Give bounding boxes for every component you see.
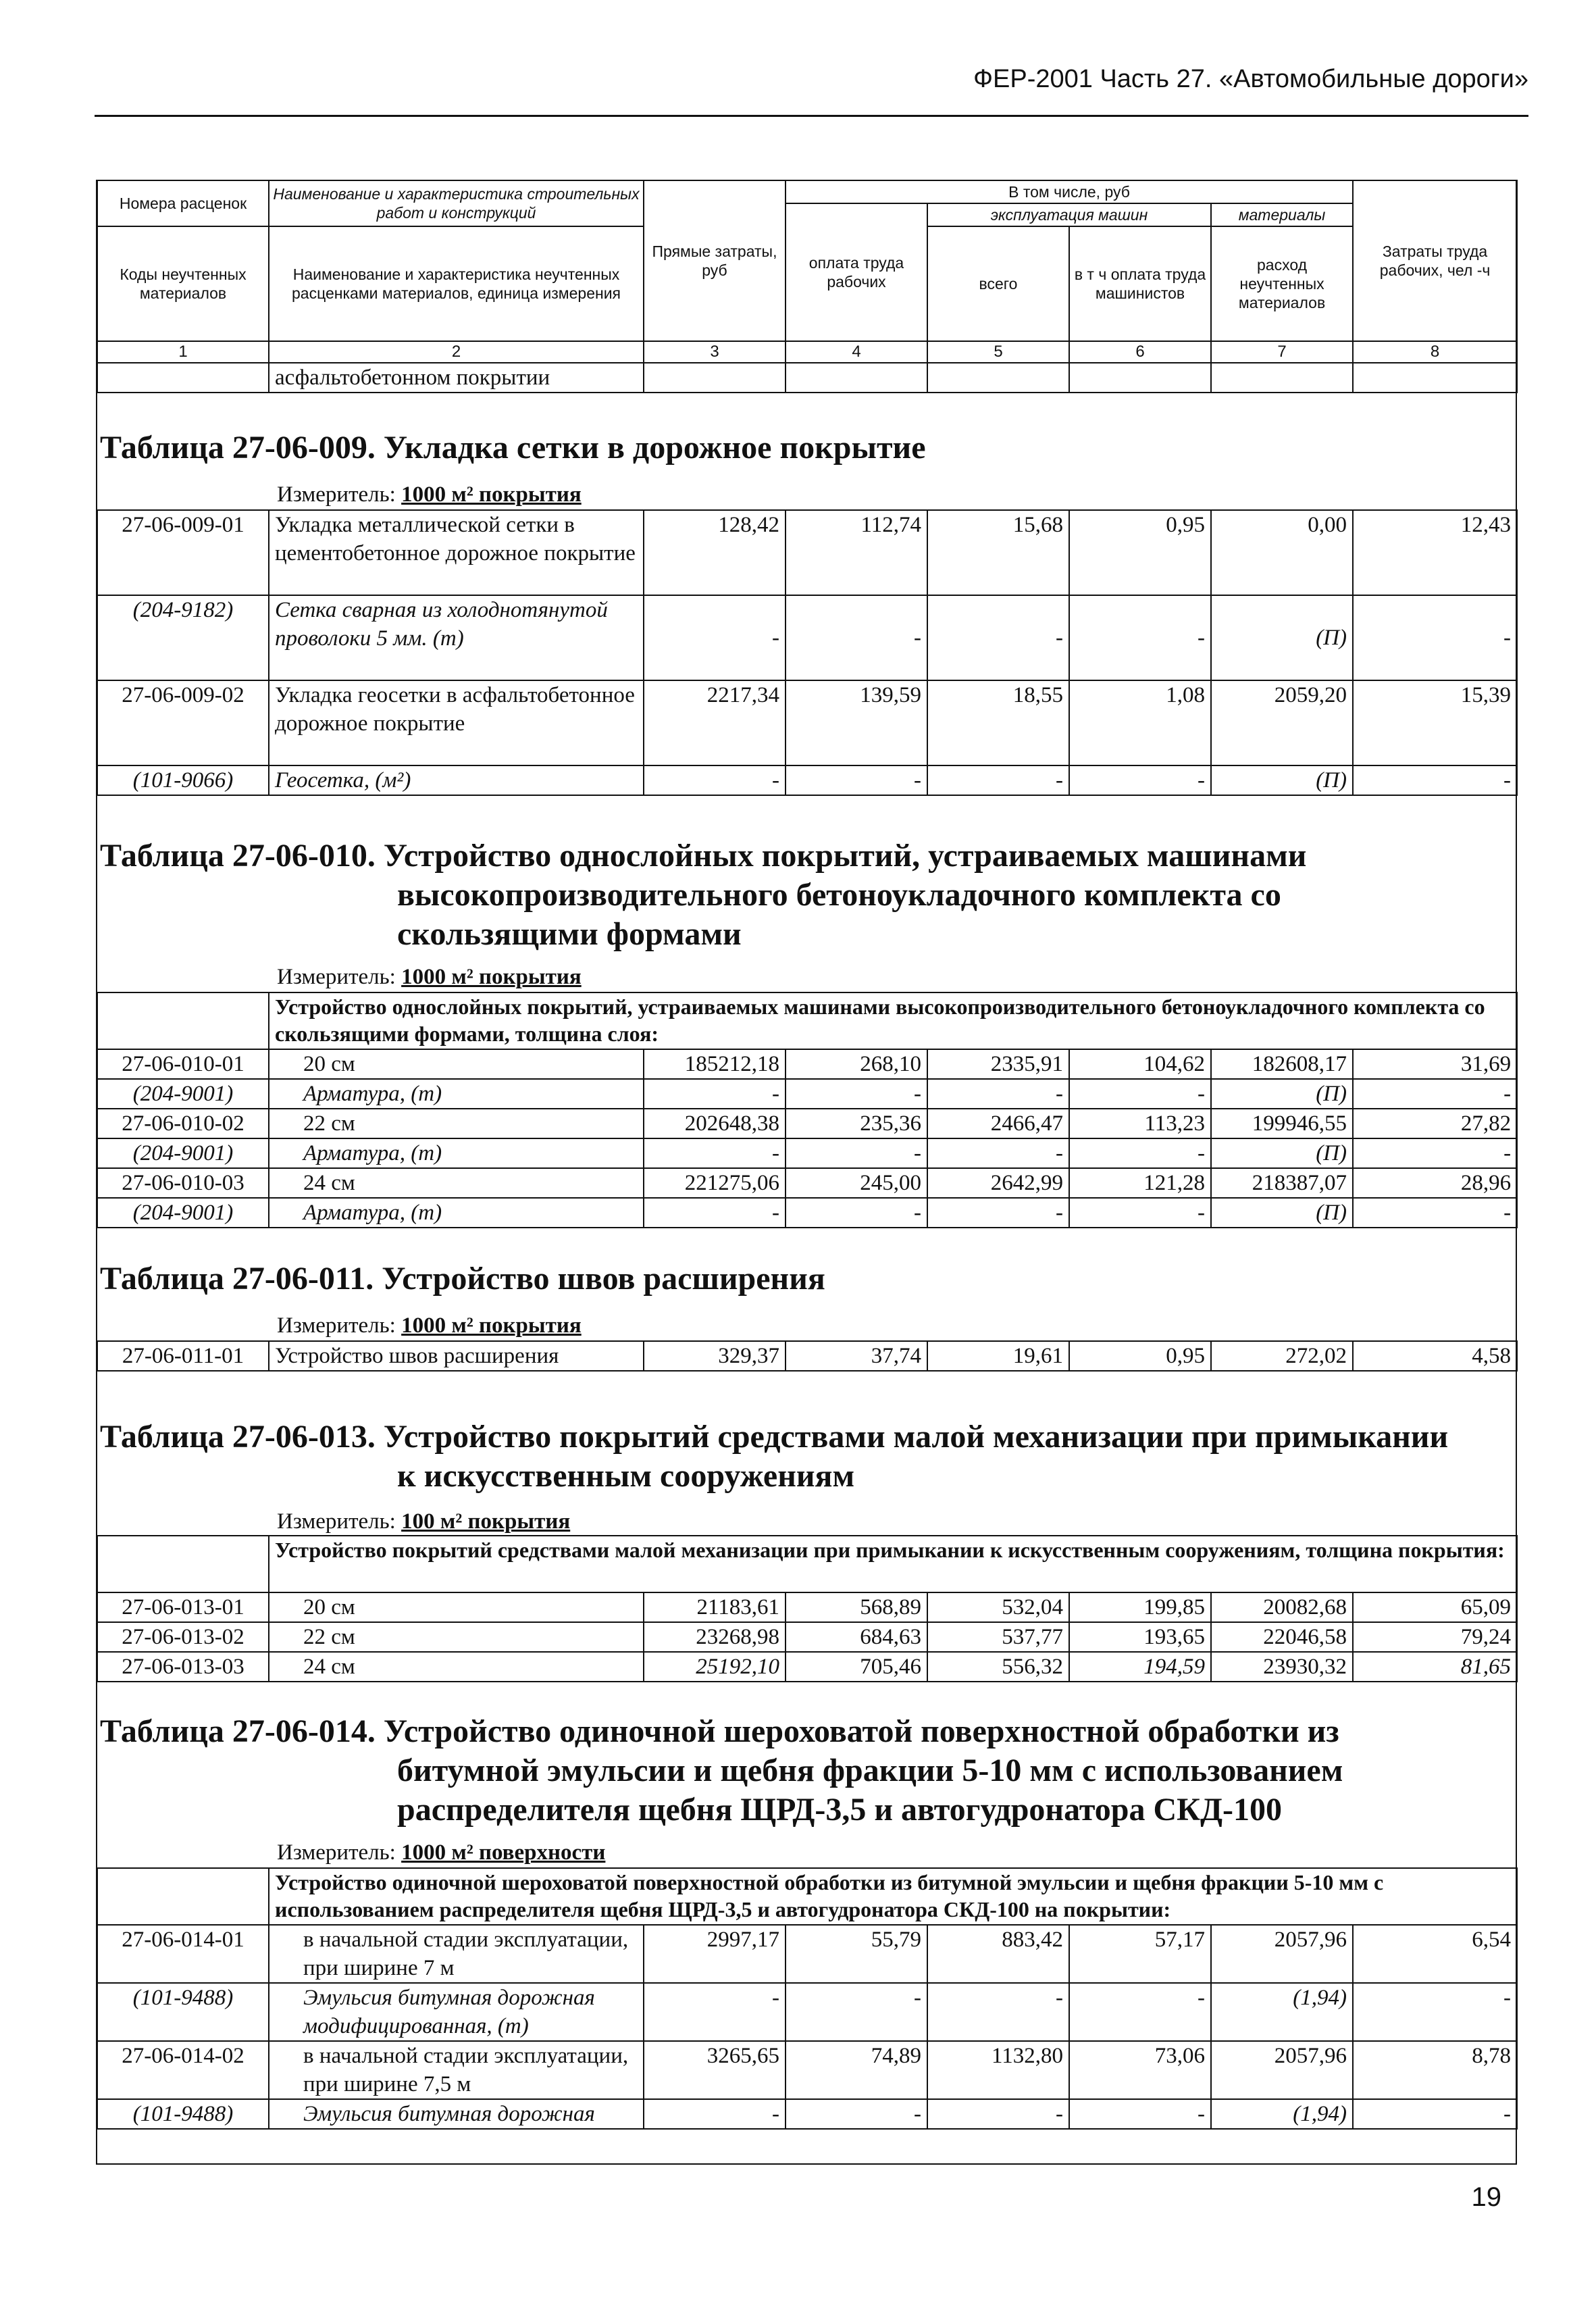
col-number: 6 xyxy=(1069,341,1211,363)
table-row: 27-06-013-03 24 см 25192,10 705,46 556,32 194,59 23930,32 81,65 xyxy=(97,1652,1517,1682)
group-row xyxy=(97,992,1517,1049)
hdr-labor-pay: оплата труда рабочих xyxy=(786,203,927,341)
hdr-machine-ops: эксплуатация машин xyxy=(927,203,1211,226)
hdr-labor-costs: Затраты труда рабочих, чел -ч xyxy=(1353,180,1517,341)
measure-line: Измеритель: 1000 м² поверхности xyxy=(277,1840,606,1865)
page-number: 19 xyxy=(1471,2182,1501,2212)
measure-line: Измеритель: 1000 м² покрытия xyxy=(277,965,582,989)
table-row: 27-06-011-01 Устройство швов расширения 329,37 37,74 19,61 0,95 272,02 4,58 xyxy=(97,1341,1517,1371)
table-row: (204-9001) Арматура, (т) - - - - (П) - xyxy=(97,1079,1517,1109)
col-number: 8 xyxy=(1353,341,1517,363)
table-row: (101-9066) Геосетка, (м²) - - - - (П) - xyxy=(97,765,1517,795)
section-title: Таблица 27-06-013. Устройство покрытий средствами малой механизации при примыкании к искусственным сооружениям xyxy=(100,1419,1449,1494)
section-title: Таблица 27-06-011. Устройство швов расширения xyxy=(100,1261,825,1297)
table-row: (101-9488) Эмульсия битумная дорожная модифицированная, (т) - - - - (1,94) - xyxy=(97,1983,1517,2041)
col-number: 4 xyxy=(786,341,927,363)
table-row: 27-06-013-02 22 см 23268,98 684,63 537,77 193,65 22046,58 79,24 xyxy=(97,1622,1517,1652)
section-title: Таблица 27-06-014. Устройство одиночной шероховатой поверхностной обработки из битумной эмульсии и щебня фракции 5-10 мм с использованием распределителя щебня ЩРД-3,5 и автогудронатора СКД-100 xyxy=(100,1713,1343,1828)
group-row xyxy=(97,1868,1517,1925)
rates-table xyxy=(97,1867,1518,2130)
col-number: 7 xyxy=(1211,341,1353,363)
rates-table xyxy=(97,509,1518,796)
column-header-table xyxy=(97,180,1518,393)
hdr-including: В том числе, руб xyxy=(786,180,1353,203)
measure-line: Измеритель: 1000 м² покрытия xyxy=(277,1313,582,1338)
group-description: Устройство однослойных покрытий, устраиваемых машинами высокопроизводительного бетоноукладочного комплекта со скользящими формами, толщина слоя: xyxy=(269,992,1517,1049)
rates-table xyxy=(97,992,1518,1228)
hdr-machine-labor: в т ч оплата труда машинистов xyxy=(1069,226,1211,341)
group-description: Устройство покрытий средствами малой механизации при примыкании к искусственным сооружениям, толщина покрытия: xyxy=(269,1536,1517,1592)
running-title: ФЕР-2001 Часть 27. «Автомобильные дороги» xyxy=(973,65,1528,93)
continuation-text: асфальтобетонном покрытии xyxy=(269,363,644,393)
header-rule xyxy=(95,115,1528,117)
table-row: (204-9182) Сетка сварная из холоднотянутой проволоки 5 мм. (т) - - - - (П) - xyxy=(97,595,1517,680)
table-row: 27-06-014-01 в начальной стадии эксплуатации, при ширине 7 м 2997,17 55,79 883,42 57,17 2057,96 6,54 xyxy=(97,1925,1517,1983)
table-row: 27-06-010-01 20 см 185212,18 268,10 2335,91 104,62 182608,17 31,69 xyxy=(97,1049,1517,1079)
table-row: 27-06-013-01 20 см 21183,61 568,89 532,04 199,85 20082,68 65,09 xyxy=(97,1592,1517,1622)
table-row: (204-9001) Арматура, (т) - - - - (П) - xyxy=(97,1198,1517,1228)
hdr-col1-top: Номера расценок xyxy=(97,180,269,226)
hdr-col2-top: Наименование и характеристика строительных работ и конструкций xyxy=(269,180,644,226)
table-row: 27-06-010-03 24 см 221275,06 245,00 2642,99 121,28 218387,07 28,96 xyxy=(97,1168,1517,1198)
table-row: 27-06-014-02 в начальной стадии эксплуатации, при ширине 7,5 м 3265,65 74,89 1132,80 73,06 2057,96 8,78 xyxy=(97,2041,1517,2099)
hdr-materials-sub: расход неучтенных материалов xyxy=(1211,226,1353,341)
table-row: (101-9488) Эмульсия битумная дорожная - - - - (1,94) - xyxy=(97,2099,1517,2129)
measure-line: Измеритель: 100 м² покрытия xyxy=(277,1509,571,1534)
table-row: (204-9001) Арматура, (т) - - - - (П) - xyxy=(97,1138,1517,1168)
table-row: 27-06-010-02 22 см 202648,38 235,36 2466,47 113,23 199946,55 27,82 xyxy=(97,1109,1517,1138)
hdr-direct-costs: Прямые затраты, руб xyxy=(644,180,786,341)
col-number: 3 xyxy=(644,341,786,363)
group-description: Устройство одиночной шероховатой поверхностной обработки из битумной эмульсии и щебня фракции 5-10 мм с использованием распределителя щебня ЩРД-3,5 и автогудронатора СКД-100 на покрытии: xyxy=(269,1868,1517,1925)
col-number: 1 xyxy=(97,341,269,363)
hdr-machine-total: всего xyxy=(927,226,1069,341)
table-row: 27-06-009-01 Укладка металлической сетки в цементобетонное дорожное покрытие 128,42 112,74 15,68 0,95 0,00 12,43 xyxy=(97,510,1517,595)
hdr-col2-bottom: Наименование и характеристика неучтенных расценками материалов, единица измерения xyxy=(269,226,644,341)
section-title: Таблица 27-06-009. Укладка сетки в дорожное покрытие xyxy=(100,430,926,466)
table-row: 27-06-009-02 Укладка геосетки в асфальтобетонное дорожное покрытие 2217,34 139,59 18,55 1,08 2059,20 15,39 xyxy=(97,680,1517,765)
hdr-col1-bottom: Коды неучтенных материалов xyxy=(97,226,269,341)
section-title: Таблица 27-06-010. Устройство однослойных покрытий, устраиваемых машинами высокопроизводительного бетоноукладочного комплекта со скользящими формами xyxy=(100,838,1307,952)
rates-table xyxy=(97,1535,1518,1682)
col-number: 2 xyxy=(269,341,644,363)
hdr-materials: материалы xyxy=(1211,203,1353,226)
col-number: 5 xyxy=(927,341,1069,363)
measure-line: Измеритель: 1000 м² покрытия xyxy=(277,482,582,507)
rates-table xyxy=(97,1340,1518,1372)
group-row xyxy=(97,1536,1517,1592)
